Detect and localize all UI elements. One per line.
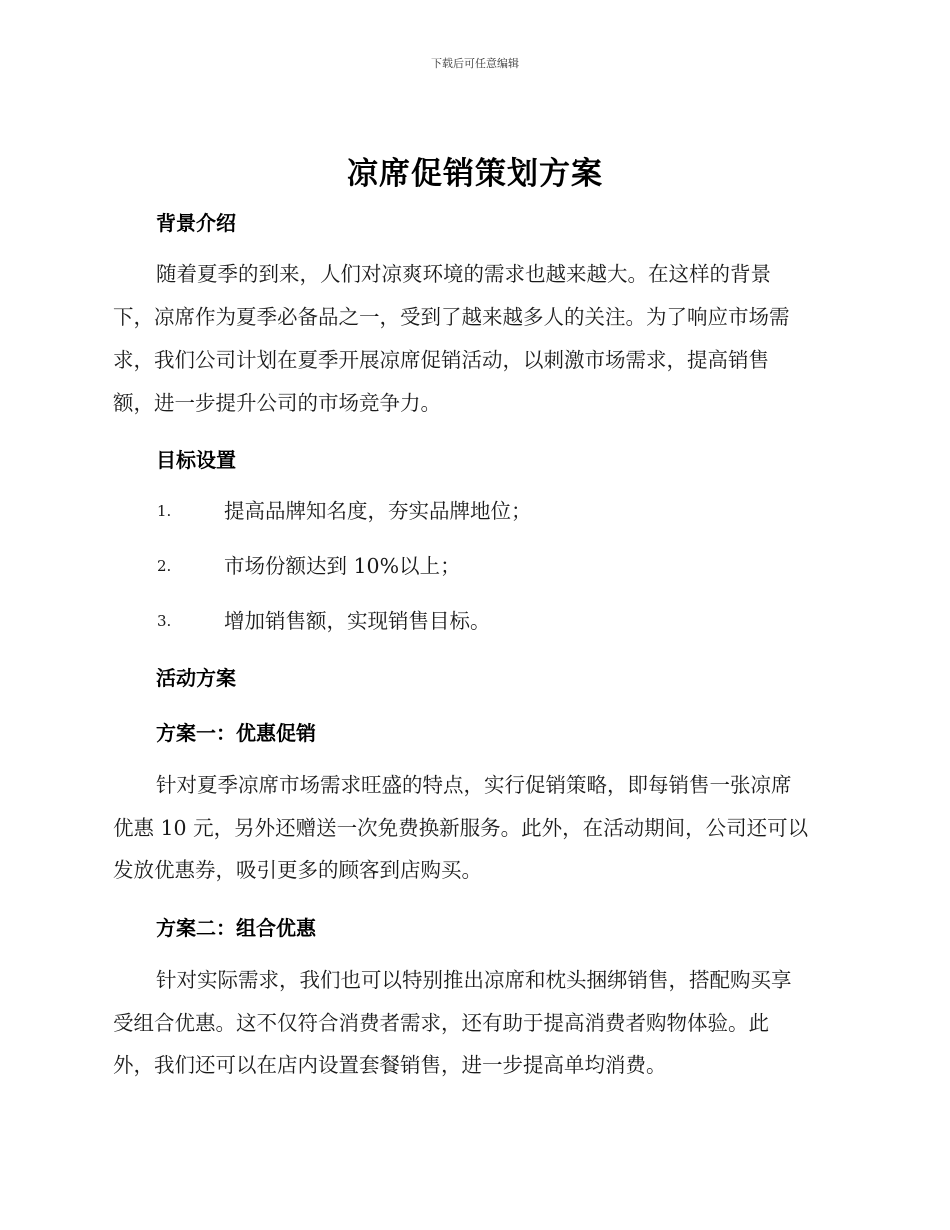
- paragraph-line: 优惠 10 元，另外还赠送一次免费换新服务。此外，在活动期间，公司还可以: [113, 816, 809, 840]
- page-header-note: 下载后可任意编辑: [431, 57, 519, 70]
- list-item-number: 1.: [157, 502, 172, 520]
- document-title: 凉席促销策划方案: [347, 156, 603, 192]
- paragraph-line: 额，进一步提升公司的市场竞争力。: [113, 391, 441, 415]
- list-item-number: 3.: [157, 612, 172, 630]
- paragraph-line: 针对实际需求，我们也可以特别推出凉席和枕头捆绑销售，搭配购买享: [156, 968, 792, 992]
- section-heading-background: 背景介绍: [156, 211, 236, 235]
- paragraph-line: 外，我们还可以在店内设置套餐销售，进一步提高单均消费。: [113, 1053, 667, 1077]
- section-heading-goals: 目标设置: [156, 448, 236, 472]
- paragraph-line: 针对夏季凉席市场需求旺盛的特点，实行促销策略，即每销售一张凉席: [156, 773, 792, 797]
- section-heading-activity: 活动方案: [156, 666, 236, 690]
- paragraph-line: 求，我们公司计划在夏季开展凉席促销活动，以刺激市场需求，提高销售: [113, 348, 769, 372]
- section-heading-plan2: 方案二：组合优惠: [156, 916, 316, 940]
- section-heading-plan1: 方案一：优惠促销: [156, 721, 316, 745]
- list-item-number: 2.: [157, 557, 172, 575]
- paragraph-line: 受组合优惠。这不仅符合消费者需求，还有助于提高消费者购物体验。此: [113, 1011, 769, 1035]
- paragraph-line: 发放优惠券，吸引更多的顾客到店购买。: [113, 858, 482, 882]
- paragraph-line: 下，凉席作为夏季必备品之一，受到了越来越多人的关注。为了响应市场需: [113, 305, 790, 329]
- list-item-text: 增加销售额，实现销售目标。: [224, 609, 491, 633]
- list-item-text: 市场份额达到 10%以上；: [224, 554, 461, 578]
- paragraph-line: 随着夏季的到来，人们对凉爽环境的需求也越来越大。在这样的背景: [156, 262, 771, 286]
- list-item-text: 提高品牌知名度，夯实品牌地位；: [224, 499, 532, 523]
